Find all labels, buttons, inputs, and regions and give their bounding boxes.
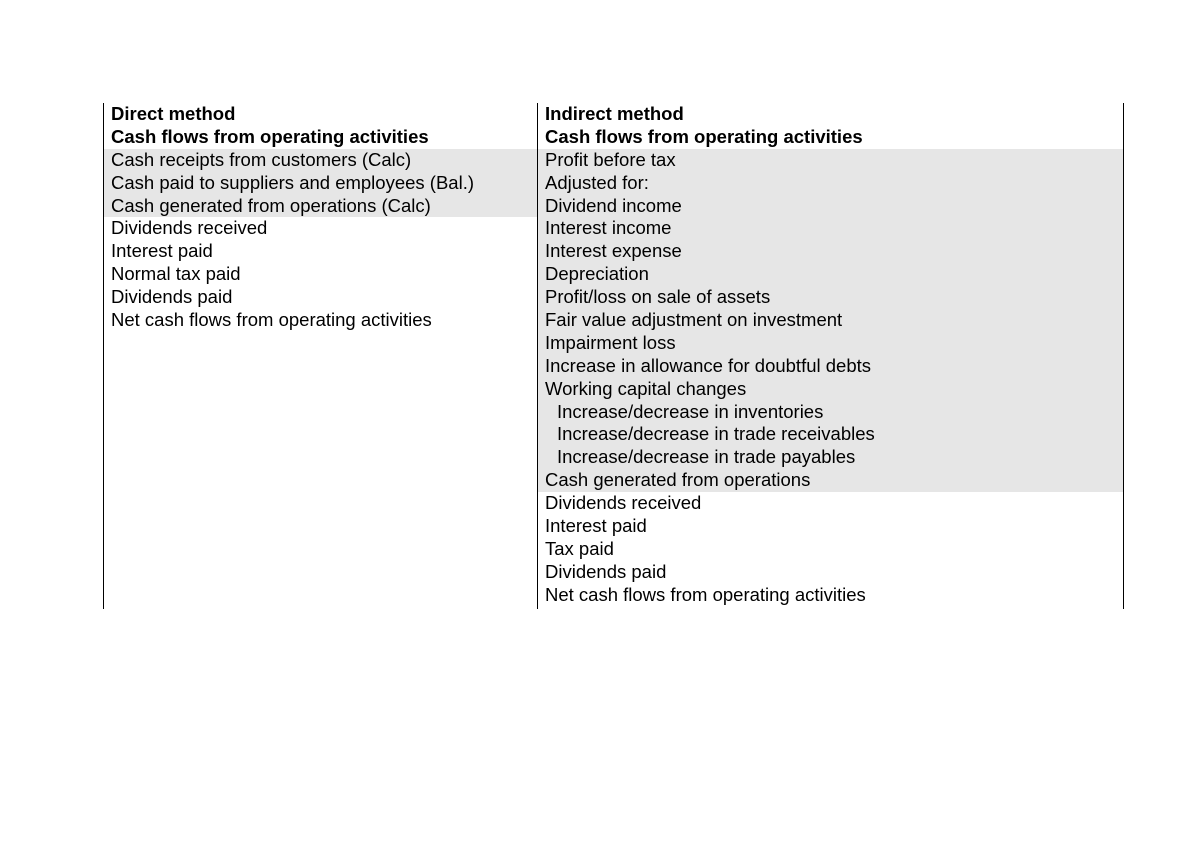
- indirect-method-rows: [538, 149, 1123, 607]
- direct-method-row: Cash generated from operations (Calc): [104, 195, 537, 218]
- direct-method-row: Cash receipts from customers (Calc): [104, 149, 537, 172]
- direct-method-row: Net cash flows from operating activities: [111, 309, 432, 331]
- indirect-method-column: [537, 103, 1124, 609]
- indirect-method-row: Increase/decrease in trade payables: [538, 446, 1123, 469]
- indirect-method-row: Increase in allowance for doubtful debts: [538, 355, 1123, 378]
- direct-method-heading: Direct method: [111, 103, 236, 124]
- indirect-method-row: Adjusted for:: [538, 172, 1123, 195]
- indirect-method-row: Fair value adjustment on investment: [538, 309, 1123, 332]
- indirect-method-row: Dividend income: [538, 195, 1123, 218]
- indirect-method-subheading: Cash flows from operating activities: [545, 125, 863, 147]
- cash-flow-comparison-table: [103, 103, 1124, 609]
- indirect-method-row: Depreciation: [538, 263, 1123, 286]
- indirect-method-row: Working capital changes: [538, 378, 1123, 401]
- indirect-method-row: Interest income: [538, 217, 1123, 240]
- indirect-method-row: Increase/decrease in inventories: [538, 401, 1123, 424]
- direct-method-column: [103, 103, 537, 609]
- indirect-method-row: Cash generated from operations: [538, 469, 1123, 492]
- indirect-method-row: Interest expense: [538, 240, 1123, 263]
- direct-method-row: Normal tax paid: [111, 263, 241, 285]
- direct-method-row: Dividends received: [111, 217, 268, 239]
- indirect-method-row: Net cash flows from operating activities: [545, 583, 866, 605]
- indirect-method-row: Impairment loss: [538, 332, 1123, 355]
- indirect-method-heading: Indirect method: [545, 103, 684, 124]
- indirect-method-row: Dividends paid: [545, 560, 667, 582]
- indirect-method-row: Interest paid: [545, 515, 647, 537]
- direct-method-row: Interest paid: [111, 240, 213, 262]
- indirect-method-row: Dividends received: [545, 492, 702, 514]
- direct-method-row: Cash paid to suppliers and employees (Bal.): [104, 172, 537, 195]
- direct-method-row: Dividends paid: [111, 286, 233, 308]
- indirect-method-row: Tax paid: [545, 537, 614, 559]
- direct-method-rows: [104, 149, 537, 332]
- indirect-method-row: Increase/decrease in trade receivables: [538, 423, 1123, 446]
- indirect-method-row: Profit before tax: [538, 149, 1123, 172]
- indirect-method-row: Profit/loss on sale of assets: [538, 286, 1123, 309]
- direct-method-subheading: Cash flows from operating activities: [111, 125, 429, 147]
